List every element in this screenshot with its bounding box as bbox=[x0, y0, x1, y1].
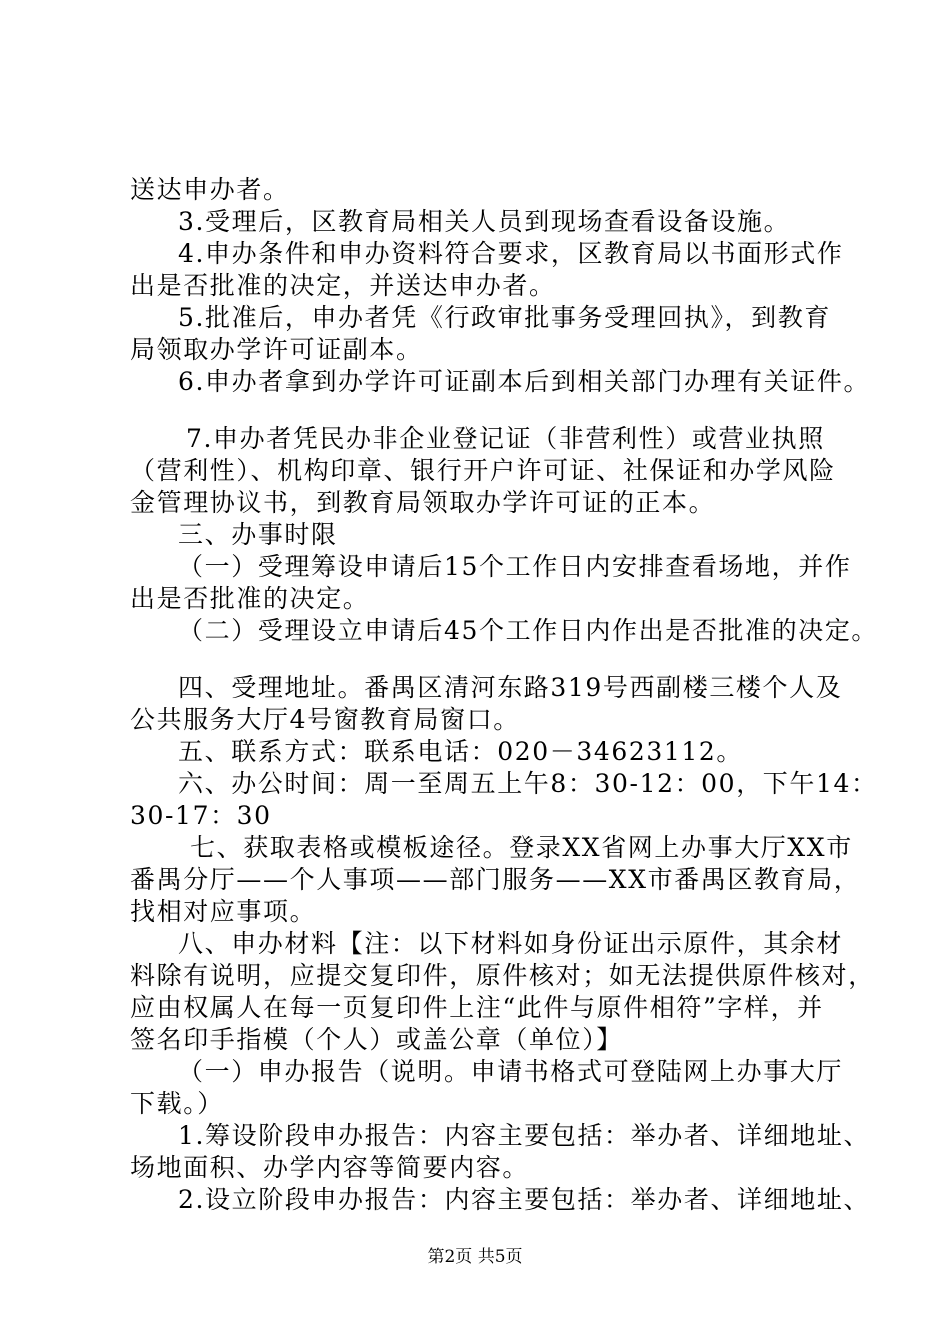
text-line: 2.设立阶段申办报告：内容主要包括：举办者、详细地址、 bbox=[178, 1185, 871, 1214]
text-line: 30-17：30 bbox=[130, 801, 272, 830]
text-line: 出是否批准的决定，并送达申办者。 bbox=[130, 271, 556, 300]
text-line: 下载。） bbox=[130, 1089, 224, 1118]
text-line: （一）受理筹设申请后15个工作日内安排查看场地，并作 bbox=[178, 552, 852, 581]
text-line: 7.申办者凭民办非企业登记证（非营利性）或营业执照 bbox=[186, 424, 825, 453]
text-line: （二）受理设立申请后45个工作日内作出是否批准的决定。 bbox=[178, 616, 879, 645]
text-line: 四、受理地址。番禺区清河东路319号西副楼三楼个人及 bbox=[178, 673, 843, 702]
text-line: 局领取办学许可证副本。 bbox=[130, 335, 423, 364]
text-line: 签名印手指模（个人）或盖公章（单位）】 bbox=[130, 1025, 623, 1054]
page-number-footer: 第2页 共5页 bbox=[427, 1247, 523, 1267]
section-heading: 三、办事时限 bbox=[178, 520, 338, 549]
text-line: 场地面积、办学内容等简要内容。 bbox=[130, 1153, 530, 1182]
text-line: 出是否批准的决定。 bbox=[130, 584, 370, 613]
text-line: 3.受理后，区教育局相关人员到现场查看设备设施。 bbox=[178, 207, 791, 236]
text-line: （营利性）、机构印章、银行开户许可证、社保证和办学风险 bbox=[130, 456, 836, 485]
text-line: 七、获取表格或模板途径。登录XX省网上办事大厅XX市 bbox=[190, 833, 853, 862]
text-line: 找相对应事项。 bbox=[130, 897, 317, 926]
text-line: 公共服务大厅4号窗教育局窗口。 bbox=[130, 705, 520, 734]
text-line: 6.申办者拿到办学许可证副本后到相关部门办理有关证件。 bbox=[178, 367, 871, 396]
text-line: 六、办公时间：周一至周五上午8：30-12：00，下午14： bbox=[178, 769, 878, 798]
text-line: 5.批准后，申办者凭《行政审批事务受理回执》，到教育 bbox=[178, 303, 831, 332]
section-heading: 八、申办材料【注：以下材料如身份证出示原件，其余材 bbox=[178, 929, 844, 958]
text-line: 送达申办者。 bbox=[130, 175, 290, 204]
text-line: 4.申办条件和申办资料符合要求，区教育局以书面形式作 bbox=[178, 239, 844, 268]
text-line: 1.筹设阶段申办报告：内容主要包括：举办者、详细地址、 bbox=[178, 1121, 871, 1150]
text-line: 番禺分厅——个人事项——部门服务——XX市番禺区教育局， bbox=[130, 865, 861, 894]
text-line: 金管理协议书，到教育局领取办学许可证的正本。 bbox=[130, 488, 716, 517]
text-line: （一）申办报告（说明。申请书格式可登陆网上办事大厅 bbox=[178, 1057, 844, 1086]
text-line: 料除有说明，应提交复印件，原件核对；如无法提供原件核对， bbox=[130, 961, 875, 990]
text-line: 应由权属人在每一页复印件上注“此件与原件相符”字样，并 bbox=[130, 993, 824, 1022]
text-line: 五、联系方式：联系电话：020－34623112。 bbox=[178, 737, 743, 766]
